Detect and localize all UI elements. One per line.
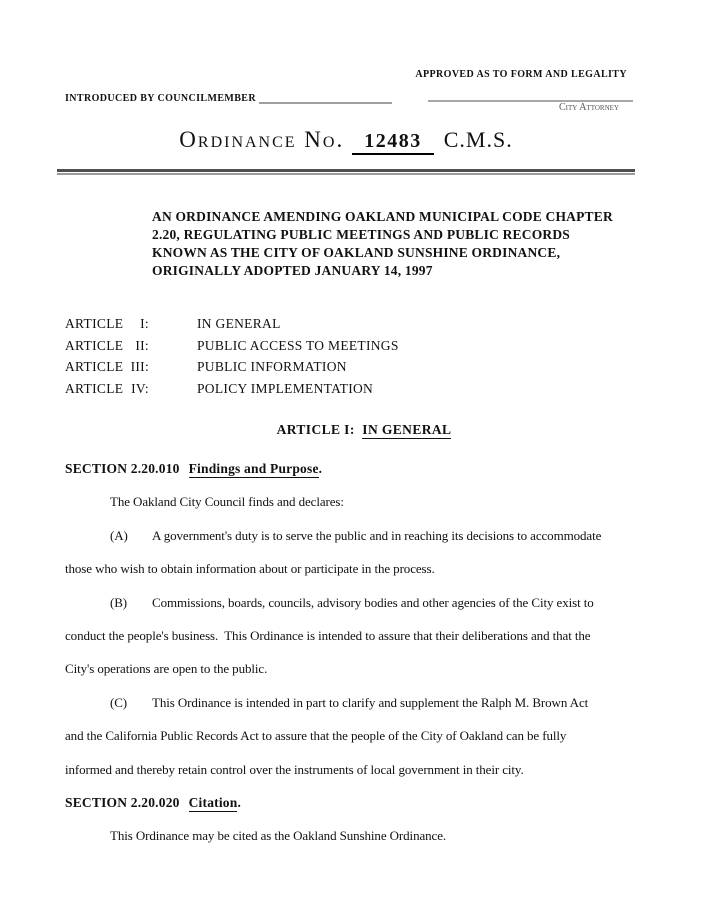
ordinance-title-suffix: C.M.S. bbox=[443, 127, 513, 152]
city-attorney-block bbox=[428, 93, 633, 114]
item-B-line-2: conduct the people's business. This Ordinance is intended to assure that their deliberations and that the bbox=[65, 628, 591, 644]
section-2-20-010-heading: SECTION 2.20.010 Findings and Purpose. bbox=[65, 461, 323, 476]
item-C-line-2: and the California Public Records Act to assure that the people of the City of Oakland can be fully bbox=[65, 728, 567, 744]
introduced-by-row bbox=[65, 93, 663, 115]
section-020-body: This Ordinance may be cited as the Oakland Sunshine Ordinance. bbox=[110, 828, 447, 844]
item-C-line-3: informed and thereby retain control over the instruments of local government in their city. bbox=[65, 761, 524, 777]
section-010-intro: The Oakland City Council finds and declares: bbox=[110, 494, 344, 510]
articles-index bbox=[65, 313, 663, 399]
ordinance-number: 12483 bbox=[352, 130, 434, 155]
article-index-row: ARTICLE IV: POLICY IMPLEMENTATION bbox=[65, 380, 374, 396]
article-1-heading bbox=[65, 421, 663, 439]
preamble-paragraph: AN ORDINANCE AMENDING OAKLAND MUNICIPAL CODE CHAPTER 2.20, REGULATING PUBLIC MEETINGS AND PUBLIC RECORDS KNOWN AS THE CITY OF OAKLAND SUNSHINE ORDINANCE, ORIGINALLY ADOPTED JANUARY 14, 1997 bbox=[152, 209, 613, 278]
item-C-line-1: (C) This Ordinance is intended in part to clarify and supplement the Ralph M. Brown Act bbox=[110, 694, 589, 710]
councilmember-signature-line bbox=[259, 93, 392, 104]
article-1-heading-title: IN GENERAL bbox=[362, 422, 452, 437]
ordinance-title-prefix: Ordinance No. bbox=[179, 127, 345, 152]
ordinance-body bbox=[65, 452, 663, 853]
article-index-row: ARTICLE II: PUBLIC ACCESS TO MEETINGS bbox=[65, 337, 399, 353]
section-2-20-020-heading: SECTION 2.20.020 Citation. bbox=[65, 795, 242, 811]
item-B-line-1: (B) Commissions, boards, councils, advisory bodies and other agencies of the City exist to bbox=[110, 594, 594, 610]
city-attorney-label: City Attorney bbox=[558, 102, 619, 113]
article-index-row: ARTICLE III: PUBLIC INFORMATION bbox=[65, 359, 347, 374]
introduced-by-label: INTRODUCED BY COUNCILMEMBER bbox=[65, 93, 256, 104]
approved-stamp: APPROVED AS TO FORM AND LEGALITY bbox=[415, 69, 627, 80]
item-B-line-3: City's operations are open to the public. bbox=[65, 661, 268, 677]
item-A-line-2: those who wish to obtain information about or participate in the process. bbox=[65, 561, 435, 577]
article-1-heading-prefix: ARTICLE I: bbox=[276, 422, 355, 437]
item-A-line-1: (A) A government's duty is to serve the public and in reaching its decisions to accommodate bbox=[110, 527, 602, 543]
article-index-row: ARTICLE I: IN GENERAL bbox=[65, 316, 281, 331]
horizontal-rule bbox=[57, 169, 635, 175]
ordinance-title bbox=[57, 127, 635, 157]
